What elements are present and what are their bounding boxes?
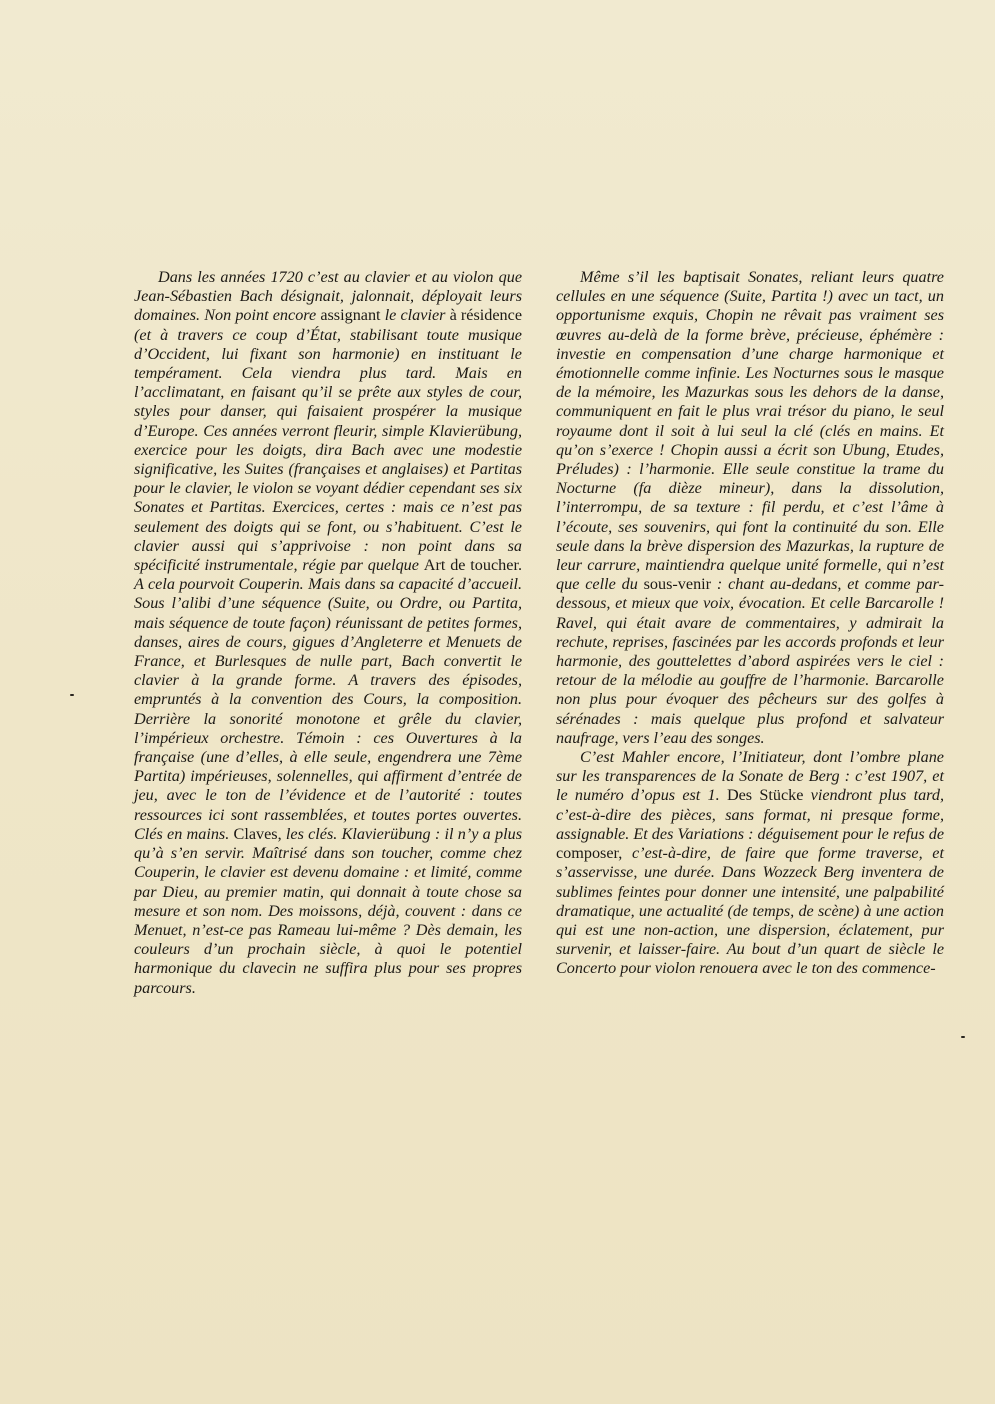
text-segment: viendront plus tard, c’est-à-dire des pièces, sans format, ni presque forme, assignable. Et des Variations : déguisement pour le refus de xyxy=(556,786,944,843)
text-segment: Art de toucher. xyxy=(423,556,522,575)
text-segment: A cela pourvoit Couperin. Mais dans sa capacité d’accueil. Sous l’alibi d’une séquence (Suite, ou Ordre, ou Partita, mais séquence de toute façon) réunissant de petites formes, danses, aires de cours, gigues d’Angleterre et Menuets de France, et Burlesques de nulle part, Bach convertit le clavier à la grande forme. A travers des épisodes, empruntés à la convention des Cours, la composition. Derrière la sonorité monotone et grêle du clavier, l’impérieux orchestre. Témoin : ces Ouvertures à la française (une d’elles, à elle seule, engendrera une 7ème Partita) impérieuses, solennelles, qui affirment d’entrée de jeu, avec le ton de l’évidence et de l’autorité : toutes ressources ici sont rassemblées, et toutes portes ouvertes. Clés en mains. xyxy=(134,575,522,843)
text-segment: Même s’il les baptisait Sonates, reliant leurs quatre cellules en une séquence (Suite, Partita !) avec un tact, un opportunisme exquis, Chopin ne rêvait pas vraiment ses œuvres au-delà de la forme brève, précieuse, éphémère : investie en compensation d’une charge harmonique et émotionnelle comme infinie. Les Nocturnes sous le masque de la mémoire, les Mazurkas sous les dehors de la danse, communiquent en fait le plus vrai trésor du piano, le seul royaume dont il soit à lui seul la clé (clés en mains. Et qu’on s’exerce ! Chopin aussi a écrit son Ubung, Etudes, Préludes) : l’harmonie. Elle seule constitue la trame du Nocturne (fa dièze mineur), dans la dissolution, l’interrompu, de sa texture : fil perdu, et c’est l’âme à l’écoute, ses souvenirs, qui font la continuité du son. Elle seule dans la brève dispersion des Mazurkas, la rupture de leur carrure, maintiendra quelque unité formelle, qui n’est que celle du xyxy=(556,268,944,594)
text-segment: c’est-à-dire, de faire que forme traverse, et s’asservisse, une durée. Dans Wozzeck Berg inventera de sublimes feintes pour donner une intensité, une palpabilité dramatique, une actualité (de temps, de scène) à une action qui est une non-action, une dispersion, éclatement, pur survenir, et laisser-faire. Au bout d’un quart de siècle le Concerto pour violon renouera avec le ton des commence- xyxy=(556,844,944,978)
paragraph xyxy=(556,268,944,748)
text-segment: C’est Mahler encore, l’Initiateur, dont l’ombre plane sur les transparences de la Sonate de Berg : c’est 1907, et le numéro d’opus est 1. xyxy=(556,748,944,805)
right-column xyxy=(556,268,944,979)
paragraph xyxy=(556,748,944,978)
text-segment: Claves, xyxy=(233,824,282,843)
margin-mark xyxy=(70,694,74,696)
margin-mark xyxy=(961,1036,965,1038)
text-segment: Des Stücke xyxy=(726,786,804,805)
paragraph xyxy=(134,268,522,998)
text-segment: sous-venir xyxy=(643,575,712,594)
text-segment: le clavier xyxy=(380,306,450,325)
text-segment: assignant xyxy=(320,306,381,325)
text-segment: composer, xyxy=(556,844,623,863)
text-segment: : chant au-dedans, et comme par-dessous, et mieux que voix, évocation. Et celle Barcarolle ! Ravel, qui était avare de commentaires, y admirait la rechute, reprises, fascinées par les accords profonds et leur harmonie, des gouttelettes d’abord aspirées vers le ciel : retour de la mélodie au gouffre de l’harmonie. Barcarolle non plus pour évoquer des pêcheurs sur des golfes à sérénades : mais quelque plus profond et salvateur naufrage, vers l’eau des songes. xyxy=(556,575,945,747)
text-segment: les clés. Klavierübung : il n’y a plus qu’à s’en servir. Maîtrisé dans son toucher, comme chez Couperin, le clavier est devenu domaine : et limité, comme par Dieu, au premier matin, qui donnait à toute chose sa mesure et son nom. Des moissons, déjà, couvent : dans ce Menuet, n’est-ce pas Rameau lui-même ? Dès demain, les couleurs d’un prochain siècle, à quoi le potentiel harmonique du clavecin ne suffira plus pour ses propres parcours. xyxy=(134,824,522,997)
text-segment: (et à travers ce coup d’État, stabilisant toute musique d’Occident, lui fixant son harmonie) en instituant le tempérament. Cela viendra plus tard. Mais en l’acclimatant, en faisant qu’il se prête aux styles de cour, styles pour danser, qui faisaient prospérer la musique d’Europe. Ces années verront fleurir, simple Klavierübung, exercice pour les doigts, dira Bach avec une modestie significative, les Suites (françaises et anglaises) et Partitas pour le clavier, le violon se voyant dédier cependant ses six Sonates et Partitas. Exercices, certes : mais ce n’est pas seulement des doigts qui se font, ou s’habituent. C’est le clavier aussi qui s’apprivoise : non point dans sa spécificité instrumentale, régie par quelque xyxy=(134,325,522,575)
left-column xyxy=(134,268,522,998)
text-segment: à résidence xyxy=(449,306,523,325)
text-segment: Dans les années 1720 c’est au clavier et au violon que Jean-Sébastien Bach désignait, jalonnait, déployait leurs domaines. Non point encore xyxy=(134,268,522,325)
